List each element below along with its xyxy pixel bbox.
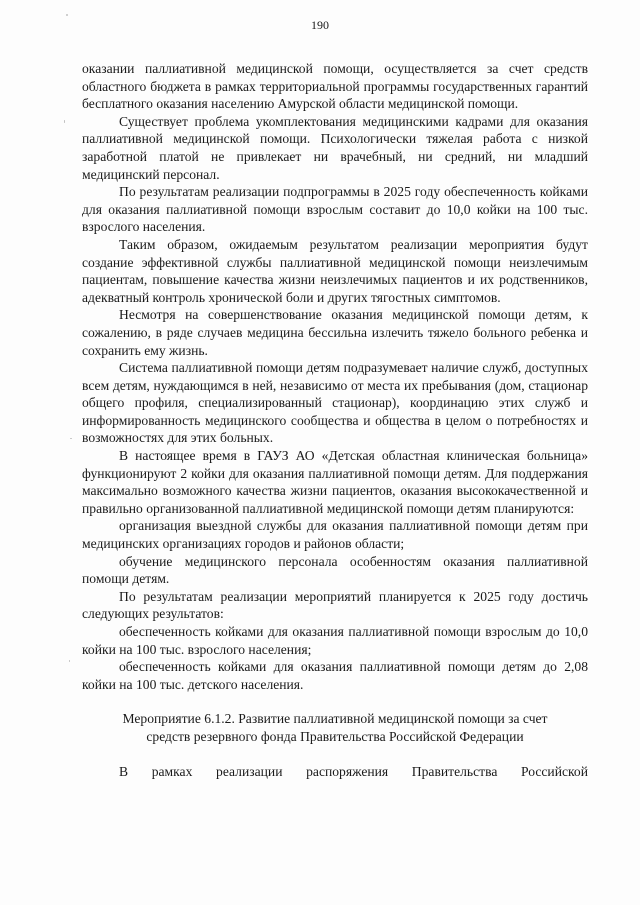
scan-speck: [64, 120, 65, 123]
paragraph: Существует проблема укомплектования медицинскими кадрами для оказания паллиативной медицинской помощи. Психологически тяжелая работа с низкой заработной платой не привлекает ни врачебный, ни средний, ни младший медицинский персонал.: [82, 113, 588, 182]
paragraph: Таким образом, ожидаемым результатом реализации мероприятия будут создание эффективной службы паллиативной медицинской помощи неизлечимым пациентам, повышение качества жизни неизлечимых пациентов и их родственников, адекватный контроль хронической боли и других тягостных симптомов.: [82, 236, 588, 305]
paragraph: По результатам реализации подпрограммы в 2025 году обеспеченность койками для оказания паллиативной помощи взрослым составит до 10,0 койки на 100 тыс. взрослого населения.: [82, 184, 588, 235]
scan-speck: [70, 438, 72, 439]
scan-speck: [69, 660, 70, 662]
paragraph: обеспеченность койками для оказания паллиативной помощи взрослым до 10,0 койки на 100 тыс. взрослого населения;: [82, 624, 588, 657]
body-text: [82, 60, 588, 780]
section-heading: [82, 710, 588, 745]
paragraph: организация выездной службы для оказания паллиативной помощи детям при медицинских организациях городов и районов области;: [82, 518, 588, 552]
paragraph: Система паллиативной помощи детям подразумевает наличие служб, доступных всем детям, нуждающимся в ней, независимо от места их пребывания (дом, стационар общего профиля, специализированный стационар), координацию этих служб и информированность медицинского сообщества и общества в целом о потребностях и возможностях для этих больных.: [82, 360, 588, 446]
heading-line: Мероприятие 6.1.2. Развитие паллиативной медицинской помощи за счет: [122, 711, 548, 727]
paragraph: По результатам реализации мероприятий планируется к 2025 году достичь следующих результатов:: [82, 588, 588, 622]
page-number: 190: [311, 18, 329, 32]
paragraph: обеспеченность койками для оказания паллиативной помощи детям до 2,08 койки на 100 тыс. детского населения.: [82, 659, 588, 692]
scan-speck: [66, 14, 68, 16]
paragraph: В настоящее время в ГАУЗ АО «Детская областная клиническая больница» функционируют 2 койки для оказания паллиативной помощи детям. Для поддержания максимально возможного качества жизни пациентов, оказания высококачественной и правильно организованной паллиативной медицинской помощи детям планируются:: [82, 448, 588, 516]
paragraph: Несмотря на совершенствование оказания медицинской помощи детям, к сожалению, в ряде случаев медицина бессильна излечить тяжело больного ребенка и сохранить ему жизнь.: [82, 307, 588, 358]
paragraph: обучение медицинского персонала особенностям оказания паллиативной помощи детям.: [82, 553, 588, 587]
paragraph: оказании паллиативной медицинской помощи, осуществляется за счет средств областного бюджета в рамках территориальной программы государственных гарантий бесплатного оказания населению Амурской области медицинской помощи.: [82, 61, 588, 112]
paragraph: В рамках реализации распоряжения Правительства Российской: [119, 763, 588, 779]
heading-line: средств резервного фонда Правительства Российской Федерации: [146, 728, 524, 744]
